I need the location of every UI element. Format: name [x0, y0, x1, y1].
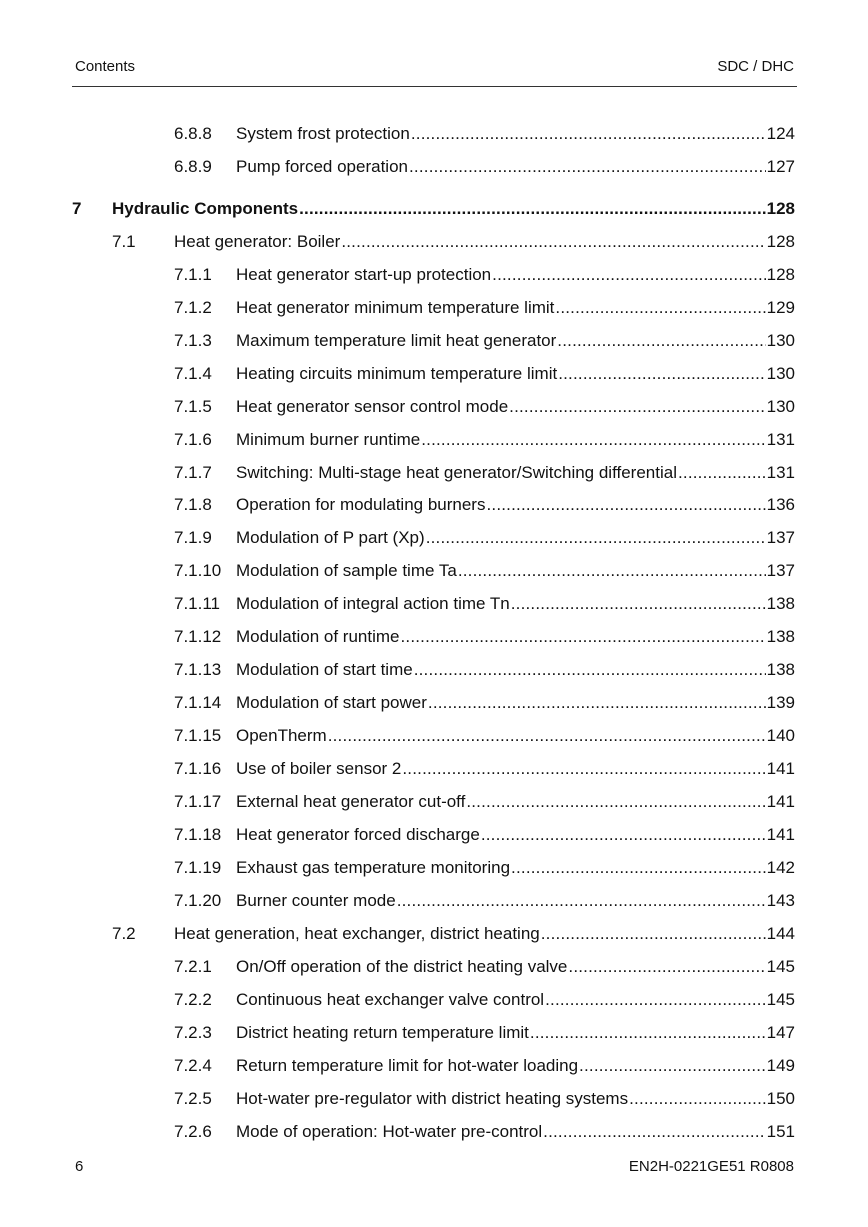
toc-entry-page: 128 — [766, 199, 795, 218]
toc-subsection-row[interactable] — [174, 493, 795, 517]
toc-subsection-row[interactable] — [174, 559, 795, 583]
toc-entry-title: External heat generator cut-off — [236, 792, 466, 811]
toc-subsection-row[interactable] — [174, 362, 795, 386]
toc-entry-page: 128 — [766, 232, 795, 251]
toc-entry-number: 7.1.11 — [174, 594, 221, 613]
toc-entry-title: Heat generator sensor control mode — [236, 397, 509, 416]
toc-entry-title: Maximum temperature limit heat generator — [236, 331, 557, 350]
toc-dot-leader — [511, 592, 766, 616]
toc-dot-leader — [492, 263, 765, 287]
toc-dot-leader — [678, 461, 766, 485]
toc-entry-number: 7.2.4 — [174, 1056, 212, 1075]
toc-subsection-row[interactable] — [174, 296, 795, 320]
toc-entry-title: Minimum burner runtime — [236, 430, 421, 449]
toc-subsection-row[interactable] — [174, 724, 795, 748]
toc-subsection-row[interactable] — [174, 889, 795, 913]
toc-dot-leader — [341, 230, 765, 254]
toc-entry-page: 145 — [766, 990, 795, 1009]
toc-entry-title: System frost protection — [236, 124, 410, 143]
toc-entry-title: Modulation of runtime — [236, 627, 400, 646]
toc-entry-page: 143 — [766, 891, 795, 910]
toc-dot-leader — [400, 625, 765, 649]
toc-dot-leader — [558, 362, 765, 386]
toc-entry-number: 7 — [72, 199, 82, 218]
toc-subsection-row[interactable] — [174, 395, 795, 419]
toc-subsection-row[interactable] — [174, 1087, 795, 1111]
toc-entry-number: 7.1 — [112, 232, 136, 251]
toc-subsection-row[interactable] — [174, 592, 795, 616]
toc-entry-number: 7.1.5 — [174, 397, 212, 416]
header-section-title: Contents — [75, 58, 136, 75]
toc-entry-page: 131 — [766, 463, 795, 482]
toc-subsection-row[interactable] — [174, 658, 795, 682]
footer-document-code: EN2H-0221GE51 R0808 — [628, 1158, 794, 1175]
toc-entry-page: 138 — [766, 660, 795, 679]
toc-subsection-row[interactable] — [174, 955, 795, 979]
toc-subsection-row[interactable] — [174, 1021, 795, 1045]
toc-entry-page: 147 — [766, 1023, 795, 1042]
toc-subsection-row[interactable] — [174, 1120, 795, 1144]
toc-entry-page: 138 — [766, 594, 795, 613]
toc-entry-number: 7.1.6 — [174, 430, 212, 449]
toc-entry-title: OpenTherm — [236, 726, 327, 745]
toc-entry-number: 7.1.17 — [174, 792, 222, 811]
toc-dot-leader — [629, 1087, 766, 1111]
toc-entry-number: 7.1.1 — [174, 265, 212, 284]
toc-entry-page: 142 — [766, 858, 795, 877]
toc-entry-number: 7.1.10 — [174, 561, 222, 580]
toc-entry-page: 130 — [766, 331, 795, 350]
toc-entry-number: 7.2.2 — [174, 990, 212, 1009]
toc-entry-title: On/Off operation of the district heating valve — [236, 957, 568, 976]
toc-dot-leader — [299, 197, 766, 221]
toc-subsection-row[interactable] — [174, 526, 795, 550]
toc-entry-number: 7.2.5 — [174, 1089, 212, 1108]
toc-dot-leader — [509, 395, 765, 419]
toc-entry-number: 6.8.8 — [174, 124, 212, 143]
toc-entry-number: 7.1.4 — [174, 364, 212, 383]
toc-dot-leader — [426, 526, 766, 550]
toc-entry-number: 7.1.8 — [174, 495, 212, 514]
toc-dot-leader — [421, 428, 765, 452]
header-product-name: SDC / DHC — [717, 58, 794, 75]
toc-subsection-row[interactable] — [174, 757, 795, 781]
toc-entry-title: Heat generator forced discharge — [236, 825, 480, 844]
toc-entry-number: 7.1.15 — [174, 726, 222, 745]
toc-entry-page: 129 — [766, 298, 795, 317]
toc-entry-page: 128 — [766, 265, 795, 284]
toc-entry-page: 124 — [766, 124, 795, 143]
toc-subsection-row[interactable] — [174, 1054, 795, 1078]
toc-dot-leader — [428, 691, 766, 715]
toc-entry-page: 138 — [766, 627, 795, 646]
page-footer — [72, 1156, 796, 1180]
toc-subsection-row[interactable] — [174, 329, 795, 353]
toc-entry-number: 7.1.18 — [174, 825, 222, 844]
toc-entry-number: 7.1.12 — [174, 627, 222, 646]
toc-entry-number: 7.1.20 — [174, 891, 222, 910]
toc-entry-title: Modulation of integral action time Tn — [236, 594, 510, 613]
toc-entry-page: 136 — [766, 495, 795, 514]
toc-entry-title: Heat generation, heat exchanger, district heating — [174, 924, 540, 943]
toc-entry-page: 130 — [766, 397, 795, 416]
toc-entry-number: 7.1.2 — [174, 298, 212, 317]
toc-dot-leader — [541, 922, 766, 946]
toc-dot-leader — [402, 757, 765, 781]
toc-entry-page: 137 — [766, 528, 795, 547]
toc-entry-page: 141 — [766, 825, 795, 844]
toc-dot-leader — [414, 658, 766, 682]
toc-dot-leader — [579, 1054, 766, 1078]
toc-entry-number: 7.1.14 — [174, 693, 222, 712]
toc-entry-page: 145 — [766, 957, 795, 976]
toc-entry-page: 139 — [766, 693, 795, 712]
toc-entry-title: Modulation of start time — [236, 660, 413, 679]
toc-entry-title: Hydraulic Components — [112, 199, 299, 218]
toc-dot-leader — [397, 889, 766, 913]
toc-entry-page: 130 — [766, 364, 795, 383]
toc-subsection-row[interactable] — [174, 856, 795, 880]
toc-dot-leader — [557, 329, 765, 353]
toc-dot-leader — [568, 955, 765, 979]
toc-entry-number: 7.2.6 — [174, 1122, 212, 1141]
toc-subsection-row[interactable] — [174, 625, 795, 649]
toc-entry-title: Continuous heat exchanger valve control — [236, 990, 545, 1009]
toc-subsection-row[interactable] — [174, 428, 795, 452]
toc-dot-leader — [555, 296, 765, 320]
toc-entry-title: Heating circuits minimum temperature limit — [236, 364, 558, 383]
toc-entry-title: Return temperature limit for hot-water loading — [236, 1056, 579, 1075]
toc-entry-number: 7.1.13 — [174, 660, 222, 679]
toc-entry-number: 7.2 — [112, 924, 136, 943]
toc-entry-page: 141 — [766, 792, 795, 811]
toc-dot-leader — [458, 559, 766, 583]
toc-entry-number: 7.1.7 — [174, 463, 212, 482]
toc-entry-number: 7.1.16 — [174, 759, 222, 778]
toc-entry-number: 7.1.19 — [174, 858, 222, 877]
toc-entry-title: Modulation of sample time Ta — [236, 561, 457, 580]
toc-entry-page: 144 — [766, 924, 795, 943]
toc-entry-title: Heat generator: Boiler — [174, 232, 341, 251]
toc-entry-page: 140 — [766, 726, 795, 745]
toc-entry-page: 151 — [766, 1122, 795, 1141]
toc-subsection-row[interactable] — [174, 461, 795, 485]
toc-entry-title: Modulation of start power — [236, 693, 427, 712]
toc-entry-page: 127 — [766, 157, 795, 176]
toc-entry-number: 7.1.9 — [174, 528, 212, 547]
toc-subsection-row[interactable] — [174, 263, 795, 287]
toc-dot-leader — [409, 155, 766, 179]
toc-entry-title: Heat generator start-up protection — [236, 265, 492, 284]
toc-subsection-row[interactable] — [174, 790, 795, 814]
toc-entry-title: Burner counter mode — [236, 891, 396, 910]
toc-entry-title: Modulation of P part (Xp) — [236, 528, 425, 547]
toc-entry-title: Mode of operation: Hot-water pre-control — [236, 1122, 543, 1141]
toc-entry-number: 7.2.3 — [174, 1023, 212, 1042]
toc-dot-leader — [486, 493, 765, 517]
toc-entry-page: 137 — [766, 561, 795, 580]
toc-dot-leader — [543, 1120, 765, 1144]
toc-entry-title: Operation for modulating burners — [236, 495, 486, 514]
footer-page-number: 6 — [75, 1158, 84, 1175]
toc-dot-leader — [530, 1021, 766, 1045]
toc-subsection-row[interactable] — [174, 155, 795, 179]
toc-subsection-row[interactable] — [174, 691, 795, 715]
toc-dot-leader — [466, 790, 765, 814]
toc-entry-title: Pump forced operation — [236, 157, 408, 176]
toc-entry-page: 131 — [766, 430, 795, 449]
toc-entry-title: Switching: Multi-stage heat generator/Switching differential — [236, 463, 677, 482]
toc-section-row[interactable] — [112, 230, 795, 254]
toc-subsection-row[interactable] — [174, 988, 795, 1012]
toc-entry-page: 141 — [766, 759, 795, 778]
toc-entry-number: 7.2.1 — [174, 957, 212, 976]
toc-entry-number: 7.1.3 — [174, 331, 212, 350]
toc-entry-page: 149 — [766, 1056, 795, 1075]
toc-dot-leader — [411, 122, 766, 146]
toc-subsection-row[interactable] — [174, 823, 795, 847]
toc-entry-title: Exhaust gas temperature monitoring — [236, 858, 511, 877]
toc-dot-leader — [328, 724, 766, 748]
toc-chapter-row[interactable] — [72, 197, 795, 221]
toc-entry-page: 150 — [766, 1089, 795, 1108]
toc-dot-leader — [481, 823, 766, 847]
toc-entry-title: Hot-water pre-regulator with district heating systems — [236, 1089, 629, 1108]
toc-section-row[interactable] — [112, 922, 795, 946]
toc-entry-title: Use of boiler sensor 2 — [236, 759, 402, 778]
toc-entry-number: 6.8.9 — [174, 157, 212, 176]
toc-dot-leader — [511, 856, 766, 880]
toc-entry-title: District heating return temperature limit — [236, 1023, 529, 1042]
toc-subsection-row[interactable] — [174, 122, 795, 146]
toc-entry-title: Heat generator minimum temperature limit — [236, 298, 555, 317]
toc-dot-leader — [545, 988, 766, 1012]
